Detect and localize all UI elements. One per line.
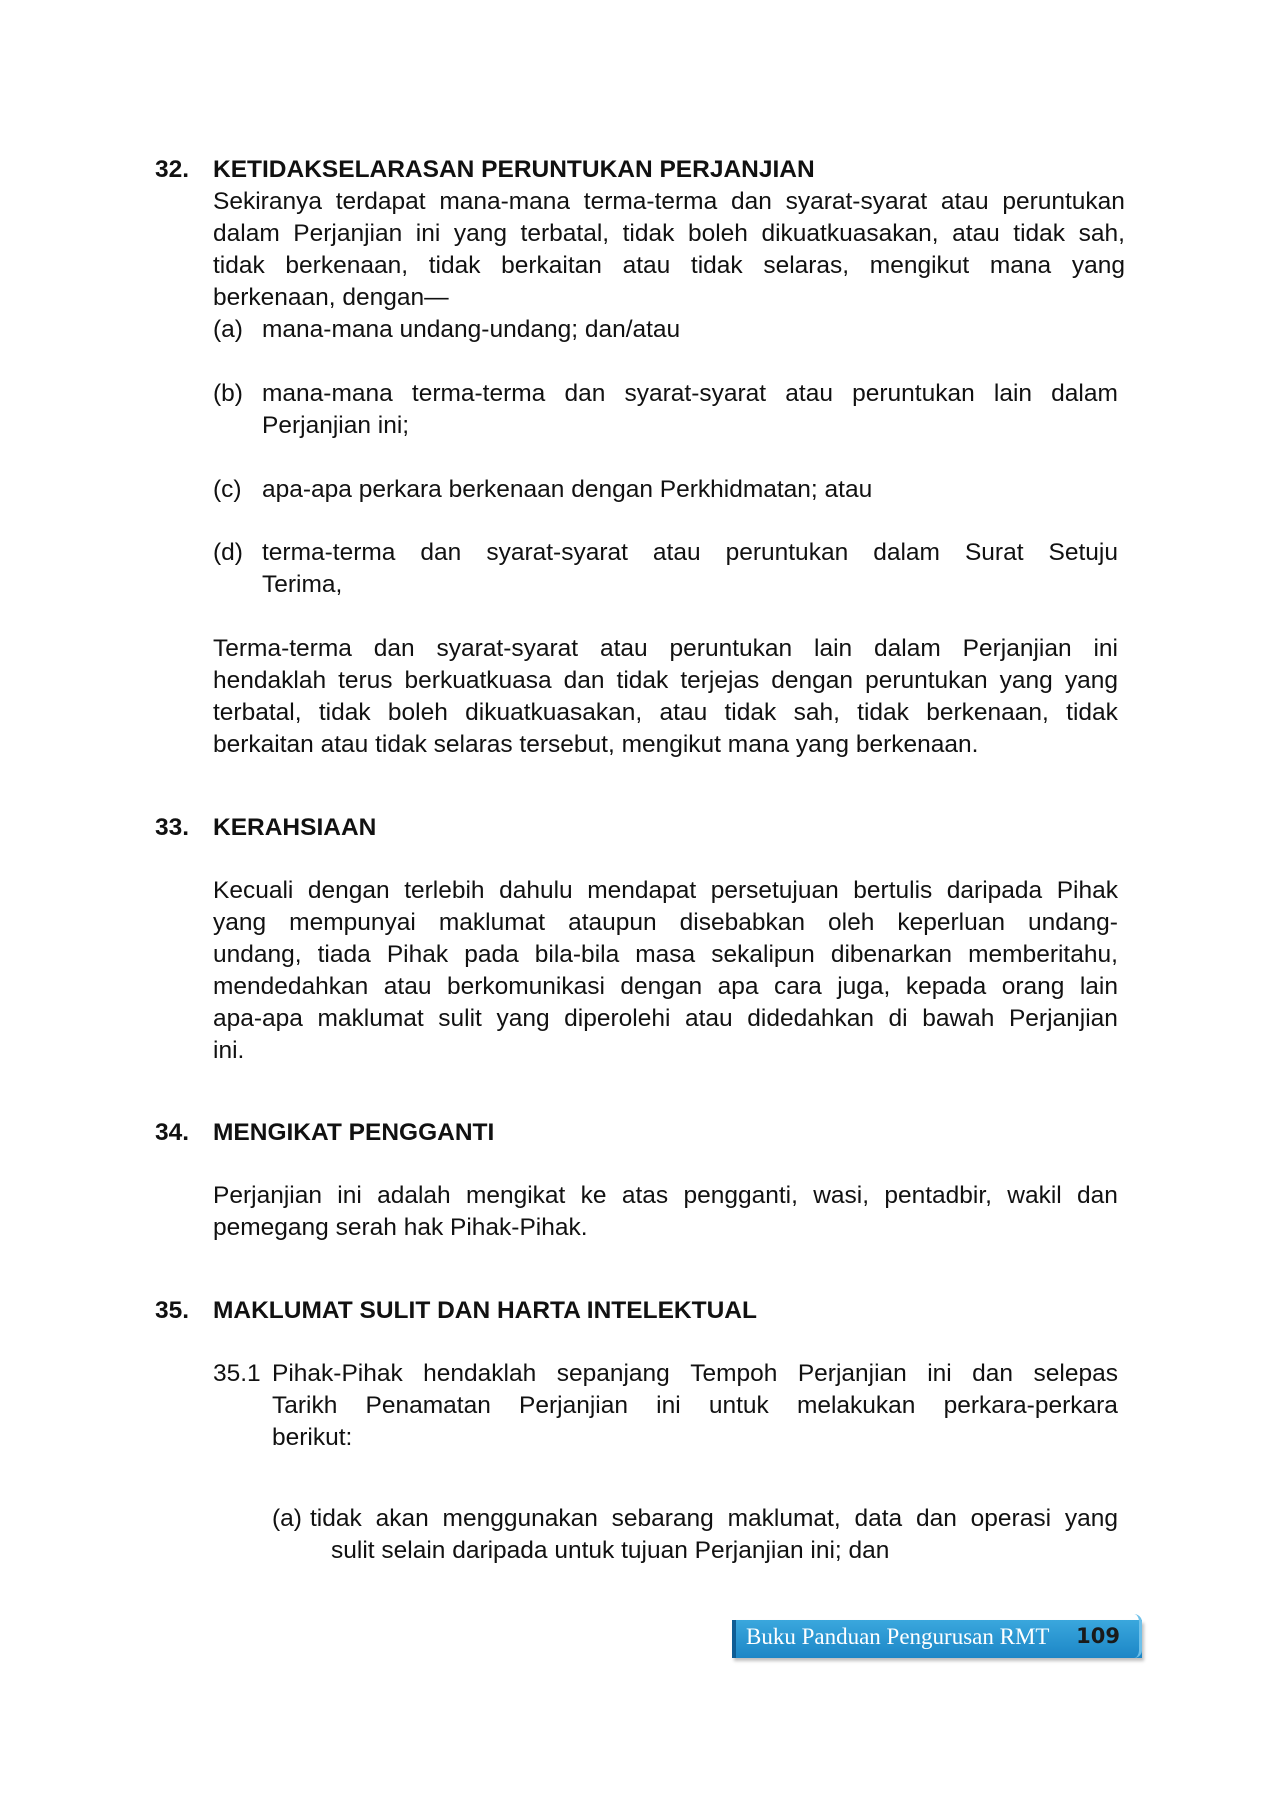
section-32-intro-line: tidak berkenaan, tidak berkaitan atau tidak selaras, mengikut mana yang	[213, 252, 1125, 279]
item-a-label: (a)	[213, 316, 243, 343]
item-d-label: (d)	[213, 539, 243, 566]
section-32-number: 32.	[155, 156, 190, 183]
subsection-35-1-line: Pihak-Pihak hendaklah sepanjang Tempoh Perjanjian ini dan selepas	[272, 1360, 1118, 1387]
section-33-body-line: apa-apa maklumat sulit yang diperolehi atau didedahkan di bawah Perjanjian	[213, 1005, 1118, 1032]
item-c-text: apa-apa perkara berkenaan dengan Perkhidmatan; atau	[262, 476, 873, 503]
section-33-body-line: Kecuali dengan terlebih dahulu mendapat persetujuan bertulis daripada Pihak	[213, 877, 1118, 904]
section-34-number: 34.	[155, 1119, 190, 1146]
footer-banner	[732, 1612, 1142, 1662]
section-32-intro-line: berkenaan, dengan—	[213, 284, 449, 311]
subsection-35-1-label: 35.1	[213, 1360, 261, 1387]
section-32-intro-line: Sekiranya terdapat mana-mana terma-terma dan syarat-syarat atau peruntukan	[213, 188, 1125, 215]
item-d-text: Terima,	[262, 571, 343, 598]
item-b-text: Perjanjian ini;	[262, 412, 410, 439]
section-34-body-line: Perjanjian ini adalah mengikat ke atas pengganti, wasi, pentadbir, wakil dan	[213, 1182, 1118, 1209]
section-32-closing-line: Terma-terma dan syarat-syarat atau peruntukan lain dalam Perjanjian ini	[213, 635, 1118, 662]
section-33-body-line: undang, tiada Pihak pada bila-bila masa sekalipun dibenarkan memberitahu,	[213, 941, 1118, 968]
section-35-number: 35.	[155, 1297, 190, 1324]
item-d-text: terma-terma dan syarat-syarat atau peruntukan dalam Surat Setuju	[262, 539, 1118, 566]
section-34-body-line: pemegang serah hak Pihak-Pihak.	[213, 1214, 588, 1241]
section-33-body-line: mendedahkan atau berkomunikasi dengan apa cara juga, kepada orang lain	[213, 973, 1118, 1000]
section-35-heading: MAKLUMAT SULIT DAN HARTA INTELEKTUAL	[213, 1297, 757, 1324]
page-number: 109	[1076, 1624, 1120, 1648]
footer-title: Buku Panduan Pengurusan RMT	[746, 1624, 1050, 1649]
section-33-body-line: ini.	[213, 1037, 245, 1064]
section-32-closing-line: berkaitan atau tidak selaras tersebut, mengikut mana yang berkenaan.	[213, 731, 979, 758]
section-32-intro-line: dalam Perjanjian ini yang terbatal, tidak boleh dikuatkuasakan, atau tidak sah,	[213, 220, 1125, 247]
item-a-text: mana-mana undang-undang; dan/atau	[262, 316, 681, 343]
section-33-body-line: yang mempunyai maklumat ataupun disebabkan oleh keperluan undang-	[213, 909, 1118, 936]
subsection-35-1-line: Tarikh Penamatan Perjanjian ini untuk melakukan perkara-perkara	[272, 1392, 1118, 1419]
section-32-closing-line: terbatal, tidak boleh dikuatkuasakan, atau tidak sah, tidak berkenaan, tidak	[213, 699, 1118, 726]
section-32-closing-line: hendaklah terus berkuatkuasa dan tidak terjejas dengan peruntukan yang yang	[213, 667, 1118, 694]
footer-scroll-curl	[1129, 1614, 1142, 1658]
item-b-label: (b)	[213, 380, 243, 407]
section-33-heading: KERAHSIAAN	[213, 814, 377, 841]
item-35-1-a-text: sulit selain daripada untuk tujuan Perjanjian ini; dan	[331, 1537, 890, 1564]
item-35-1-a-text: tidak akan menggunakan sebarang maklumat, data dan operasi yang	[310, 1505, 1118, 1532]
subsection-35-1-line: berikut:	[272, 1424, 353, 1451]
item-c-label: (c)	[213, 476, 242, 503]
section-33-number: 33.	[155, 814, 190, 841]
section-32-heading: KETIDAKSELARASAN PERUNTUKAN PERJANJIAN	[213, 156, 815, 183]
section-34-heading: MENGIKAT PENGGANTI	[213, 1119, 495, 1146]
item-35-1-a-label: (a)	[272, 1505, 302, 1532]
item-b-text: mana-mana terma-terma dan syarat-syarat atau peruntukan lain dalam	[262, 380, 1118, 407]
